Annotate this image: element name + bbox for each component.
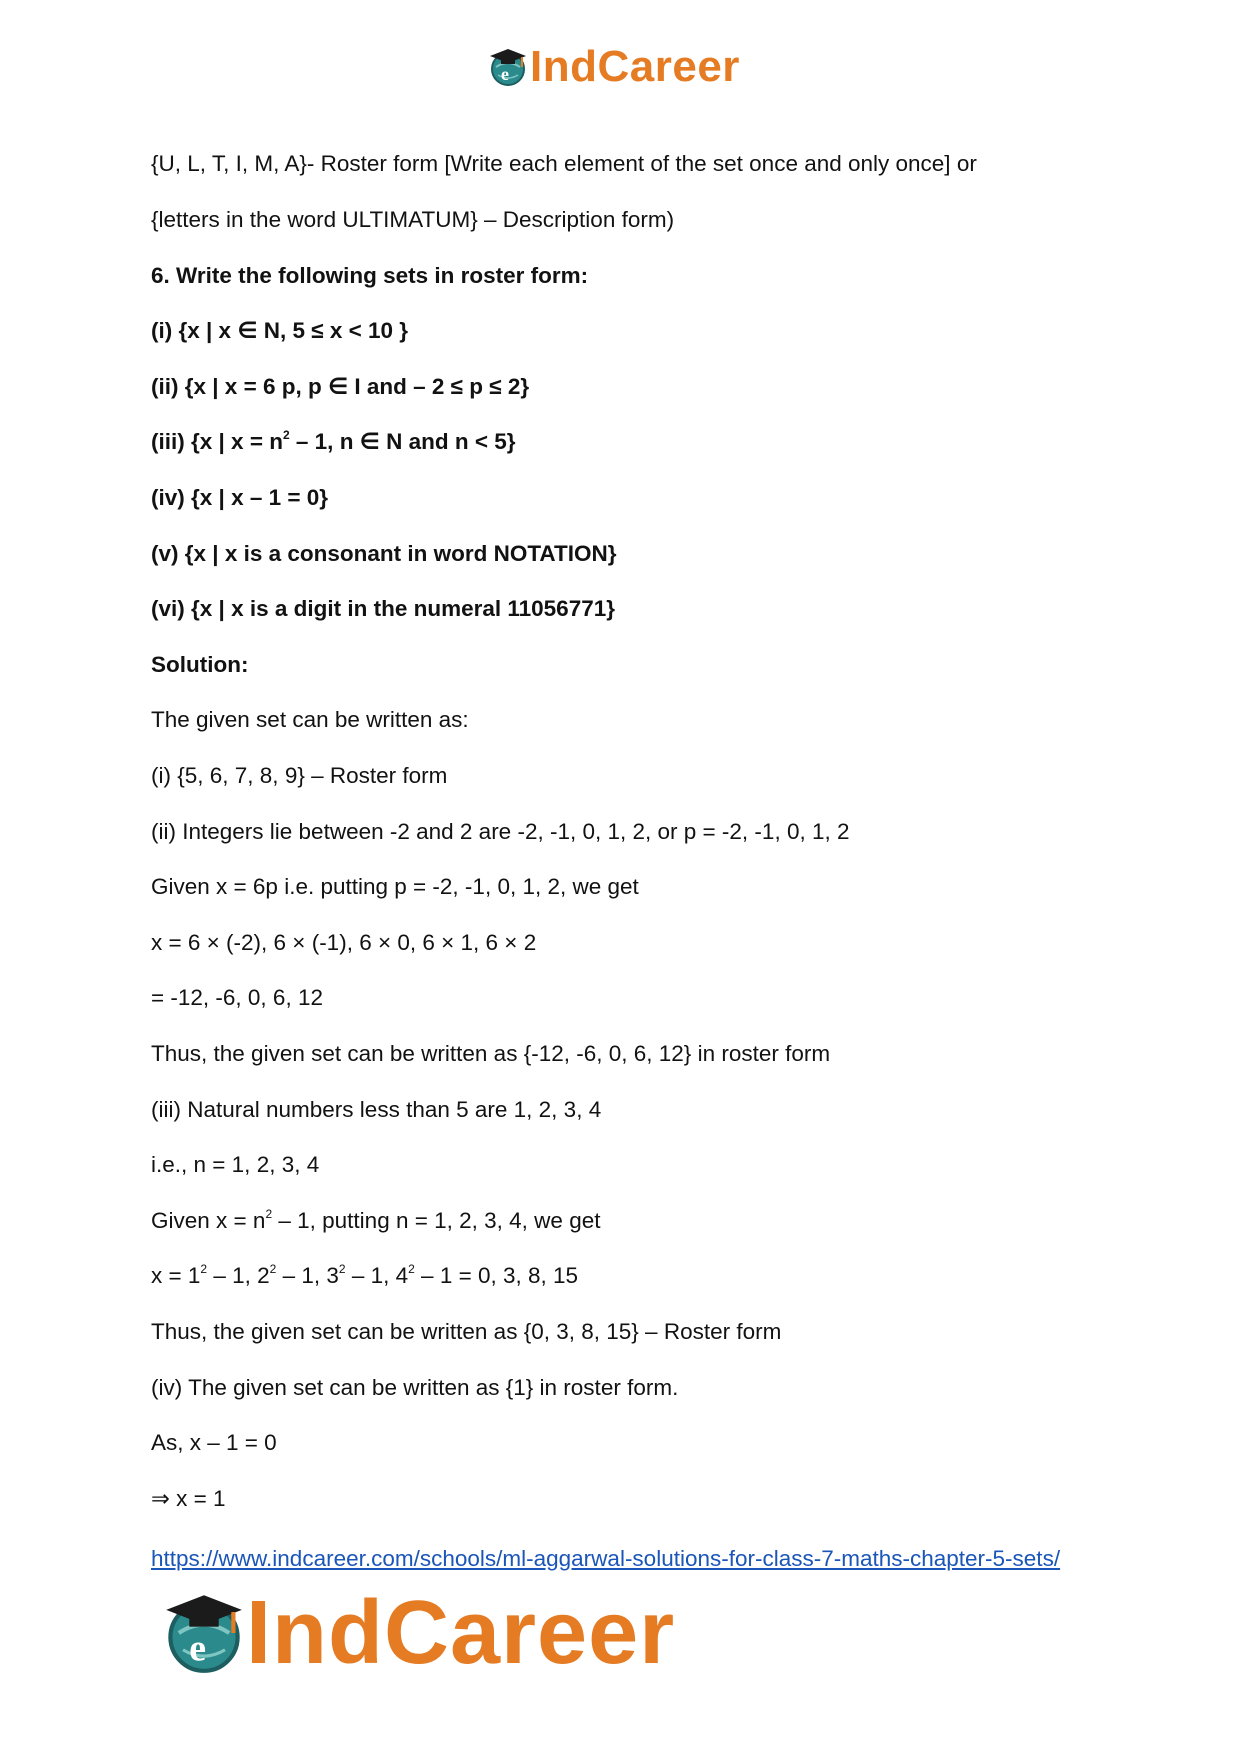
question-part: (ii) {x | x = 6 p, p ∈ I and – 2 ≤ p ≤ 2} — [151, 374, 530, 399]
text-line — [151, 1262, 578, 1293]
solution-heading: Solution: — [151, 652, 249, 677]
text-line: The given set can be written as: — [151, 707, 469, 732]
text-line: (iv) The given set can be written as {1} in roster form. — [151, 1375, 679, 1400]
question-part: (v) {x | x is a consonant in word NOTATION} — [151, 541, 617, 566]
superscript: 2 — [269, 1262, 277, 1276]
text-line: Given x = 6p i.e. putting p = -2, -1, 0, 1, 2, we get — [151, 874, 639, 899]
text-line: Thus, the given set can be written as {0, 3, 8, 15} – Roster form — [151, 1319, 782, 1344]
text-segment: x = 1 — [151, 1263, 201, 1288]
text-line: (iii) Natural numbers less than 5 are 1, 2, 3, 4 — [151, 1097, 602, 1122]
text-line: x = 6 × (-2), 6 × (-1), 6 × 0, 6 × 1, 6 × 2 — [151, 930, 537, 955]
text-segment: – 1, 2 — [207, 1263, 270, 1288]
superscript: 2 — [338, 1262, 346, 1276]
superscript: 2 — [265, 1207, 273, 1221]
text-line: (i) {5, 6, 7, 8, 9} – Roster form — [151, 763, 448, 788]
question-part — [151, 428, 516, 459]
question-part: (i) {x | x ∈ N, 5 ≤ x < 10 } — [151, 318, 409, 343]
text-segment: – 1, n ∈ N and n < 5} — [289, 429, 516, 454]
text-segment: (iii) {x | x = n — [151, 429, 283, 454]
question-heading: 6. Write the following sets in roster form: — [151, 263, 589, 288]
header-logo — [488, 42, 740, 92]
text-line: ⇒ x = 1 — [151, 1486, 226, 1511]
question-part: (vi) {x | x is a digit in the numeral 11056771} — [151, 596, 615, 621]
superscript: 2 — [282, 428, 290, 442]
text-line: {U, L, T, I, M, A}- Roster form [Write each element of the set once and only once] or — [151, 151, 977, 176]
text-segment: – 1 = 0, 3, 8, 15 — [414, 1263, 579, 1288]
text-line: As, x – 1 = 0 — [151, 1430, 277, 1455]
logo-wordmark: IndCareer — [246, 1583, 676, 1683]
footer-logo — [162, 1585, 675, 1681]
text-line — [151, 1207, 600, 1238]
logo-wordmark: IndCareer — [530, 42, 740, 91]
text-line: i.e., n = 1, 2, 3, 4 — [151, 1152, 320, 1177]
superscript: 2 — [408, 1262, 415, 1276]
svg-text:e: e — [189, 1627, 207, 1670]
text-segment: – 1, 4 — [345, 1263, 409, 1288]
text-segment: Given x = n — [151, 1208, 266, 1233]
superscript: 2 — [200, 1262, 208, 1276]
text-segment: – 1, putting n = 1, 2, 3, 4, we get — [272, 1208, 601, 1233]
text-line: (ii) Integers lie between -2 and 2 are -2, -1, 0, 1, 2, or p = -2, -1, 0, 1, 2 — [151, 819, 850, 844]
question-part: (iv) {x | x – 1 = 0} — [151, 485, 329, 510]
text-line: = -12, -6, 0, 6, 12 — [151, 985, 323, 1010]
graduation-globe-icon — [488, 47, 528, 87]
svg-text:e: e — [501, 64, 509, 84]
graduation-globe-icon — [162, 1591, 246, 1675]
text-line: {letters in the word ULTIMATUM} – Description form) — [151, 207, 675, 232]
text-line: Thus, the given set can be written as {-12, -6, 0, 6, 12} in roster form — [151, 1041, 831, 1066]
source-link[interactable]: https://www.indcareer.com/schools/ml-aggarwal-solutions-for-class-7-maths-chapter-5-sets/ — [151, 1546, 1061, 1571]
text-segment: – 1, 3 — [276, 1263, 339, 1288]
